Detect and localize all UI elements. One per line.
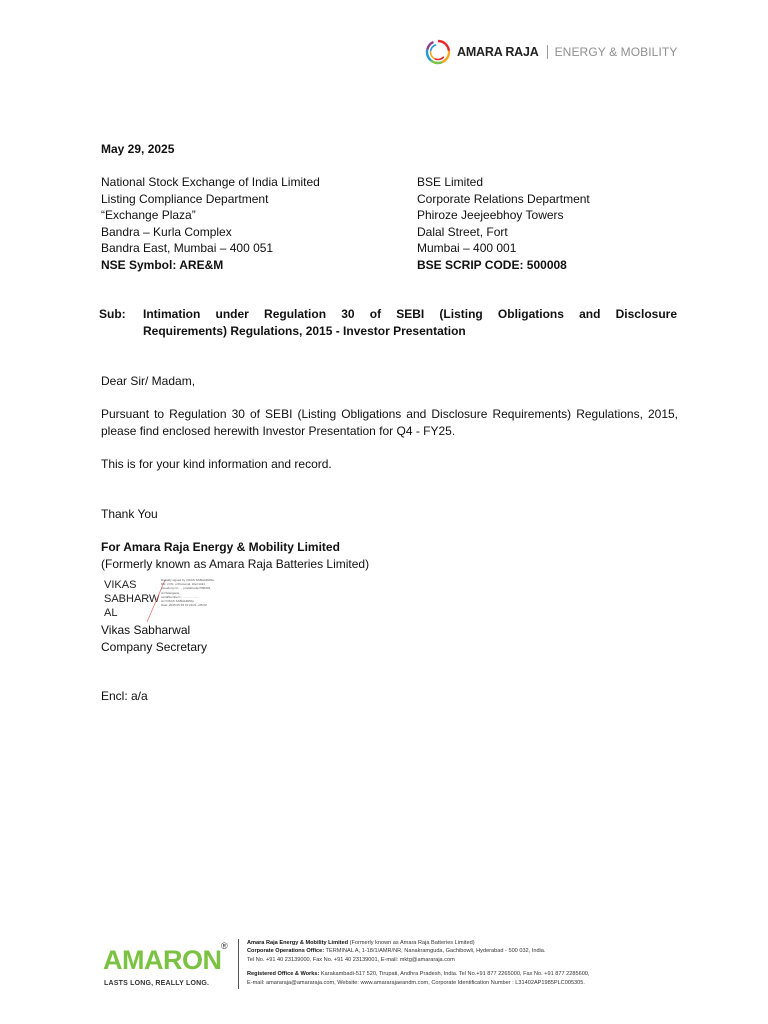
footer-corp-address: TERMINAL A, 1-18/1/AMR/NR, Nanakramguda, Gachibowli, Hyderabad - 500 032, India. bbox=[324, 948, 546, 955]
signature-name-line: SABHARW bbox=[104, 593, 160, 605]
digital-signature bbox=[103, 578, 223, 624]
stamp-line: cn=VIKAS SABHARWAL bbox=[161, 599, 195, 604]
brand-tagline: ENERGY & MOBILITY bbox=[554, 45, 678, 59]
signature-name-line: AL bbox=[104, 607, 118, 619]
address-line: Corporate Relations Department bbox=[417, 191, 590, 206]
footer-corp-label: Corporate Operations Office: bbox=[247, 948, 325, 955]
address-line: “Exchange Plaza” bbox=[101, 208, 196, 223]
stamp-line: serialNumber=....................., bbox=[161, 594, 199, 599]
footer-company-formerly: (Formerly known as Amara Raja Batteries Limited) bbox=[348, 940, 475, 946]
letterhead-footer bbox=[101, 937, 671, 993]
body-paragraph bbox=[101, 406, 678, 439]
address-bse bbox=[417, 174, 590, 274]
stamp-line: DN: c=IN, o=Personal, title=1421, bbox=[161, 582, 206, 587]
brand-divider bbox=[547, 45, 548, 59]
stamp-line: Digitally signed by VIKAS SABHARWAL bbox=[161, 578, 215, 582]
footer-company-line bbox=[247, 939, 589, 947]
address-line: Phiroze Jeejeebhoy Towers bbox=[417, 208, 564, 223]
address-line: Dalal Street, Fort bbox=[417, 224, 508, 239]
letter-date: May 29, 2025 bbox=[101, 142, 175, 156]
company-line: For Amara Raja Energy & Mobility Limited bbox=[101, 540, 340, 554]
formerly-line: (Formerly known as Amara Raja Batteries Limited) bbox=[101, 557, 370, 571]
signature-name-line: VIKAS bbox=[104, 579, 137, 591]
stamp-line: st=Telangana, bbox=[161, 590, 180, 595]
brand-name: AMARA RAJA bbox=[457, 45, 539, 59]
footer-corp-line bbox=[247, 947, 589, 955]
footer-company-details bbox=[247, 939, 589, 987]
subject-line-1: Intimation under Regulation 30 of SEBI (Listing Obligations and Disclosure bbox=[143, 307, 677, 321]
footer-divider bbox=[238, 939, 239, 989]
amara-raja-logo bbox=[424, 36, 677, 68]
footer-reg-contact: E-mail: amararaja@amararaja.com, Website: www.amararajaeandm.com, Corporate Identification Number : L31402AP1985PLC005305. bbox=[247, 979, 585, 986]
amaron-tagline: LASTS LONG, REALLY LONG. bbox=[104, 980, 210, 987]
nse-symbol: NSE Symbol: ARE&M bbox=[101, 257, 224, 272]
amara-raja-swirl-icon bbox=[424, 38, 452, 66]
subject-label: Sub: bbox=[99, 307, 126, 321]
address-line: Bandra East, Mumbai – 400 051 bbox=[101, 241, 274, 256]
signature-stamp bbox=[161, 578, 221, 607]
enclosure: Encl: a/a bbox=[101, 689, 148, 703]
address-line: Mumbai – 400 001 bbox=[417, 241, 517, 256]
stamp-line: pseudonym=...., postalCode=500033, bbox=[161, 586, 212, 591]
address-nse bbox=[101, 174, 320, 274]
body-line-2: please find enclosed herewith Investor Presentation for Q4 - FY25. bbox=[101, 423, 456, 438]
footer-reg-label: Registered Office & Works: bbox=[247, 971, 320, 978]
body-line-1: Pursuant to Regulation 30 of SEBI (Listing Obligations and Disclosure Requirements) Regulations, 2015, bbox=[101, 407, 678, 421]
closing: Thank You bbox=[101, 507, 158, 521]
address-line: BSE Limited bbox=[417, 175, 484, 189]
signatory-name: Vikas Sabharwal bbox=[101, 623, 191, 637]
address-line: National Stock Exchange of India Limited bbox=[101, 175, 320, 189]
address-line: Listing Compliance Department bbox=[101, 191, 269, 206]
registered-mark: ® bbox=[221, 941, 228, 951]
subject-line-2: Requirements) Regulations, 2015 - Investor Presentation bbox=[143, 323, 466, 338]
footer-reg-line bbox=[247, 970, 589, 978]
footer-reg-address: Karakambadi-517 520, Tirupati, Andhra Pradesh, India. Tel No.+91 877 2265000, Fax No. +91 877 2285600, bbox=[319, 971, 590, 978]
footer-company-name: Amara Raja Energy & Mobility Limited bbox=[247, 940, 349, 946]
stamp-line: Date: 2025.05.29 16:29:21 +05'30' bbox=[161, 603, 207, 608]
body-paragraph-2: This is for your kind information and record. bbox=[101, 457, 332, 471]
amaron-logo-word: AMARON bbox=[103, 945, 222, 975]
signatory-title: Company Secretary bbox=[101, 640, 208, 654]
footer-corp-contact: Tel No. +91 40 23139000, Fax No. +91 40 23139001, E-mail: mktg@amararaja.com bbox=[247, 956, 455, 963]
amaron-logo bbox=[101, 941, 233, 991]
bse-scrip-code: BSE SCRIP CODE: 500008 bbox=[417, 257, 567, 272]
salutation: Dear Sir/ Madam, bbox=[101, 374, 196, 388]
address-line: Bandra – Kurla Complex bbox=[101, 224, 232, 239]
